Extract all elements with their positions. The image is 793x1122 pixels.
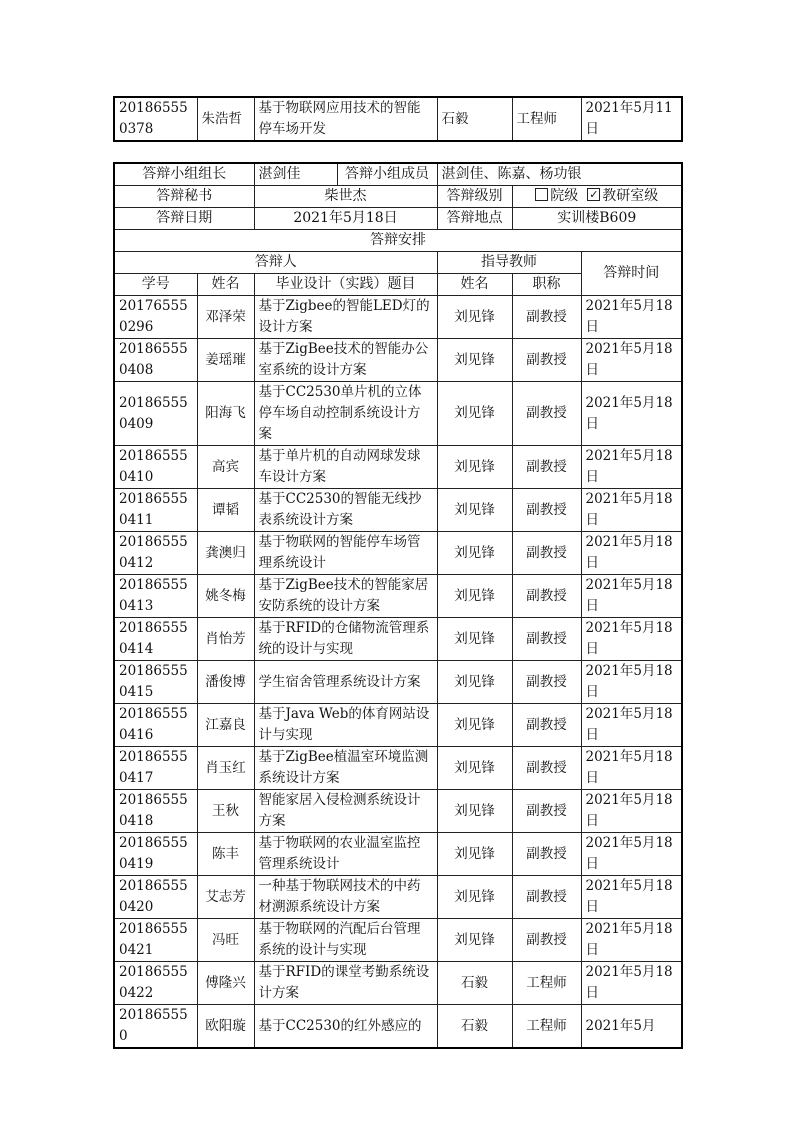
leader-value: 湛剑佳	[254, 163, 337, 186]
student-name-cell: 艾志芳	[197, 876, 254, 919]
defense-time-cell: 2021年5月18日	[581, 661, 682, 704]
teacher-title-cell: 副教授	[512, 489, 581, 532]
student-name-cell: 朱浩哲	[197, 97, 254, 141]
project-title-cell: 基于ZigBee植温室环境监测系统设计方案	[254, 747, 437, 790]
table-row	[114, 962, 682, 1005]
defense-time-cell: 2021年5月18日	[581, 532, 682, 575]
table-row	[114, 382, 682, 446]
student-id-cell: 201865550416	[114, 704, 197, 747]
teacher-name-cell: 刘见锋	[437, 790, 512, 833]
student-id-cell: 201865550409	[114, 382, 197, 446]
project-title-cell: 基于物联网的智能停车场管理系统设计	[254, 532, 437, 575]
student-id-cell: 201865550419	[114, 833, 197, 876]
defense-time-cell: 2021年5月18日	[581, 747, 682, 790]
defense-time-cell: 2021年5月18日	[581, 833, 682, 876]
student-id-cell: 201865550408	[114, 339, 197, 382]
table-row	[114, 532, 682, 575]
project-title-cell: 基于物联网的农业温室监控管理系统设计	[254, 833, 437, 876]
defense-time-cell: 2021年5月18日	[581, 339, 682, 382]
student-name-cell: 江嘉良	[197, 704, 254, 747]
student-id-cell: 201865550422	[114, 962, 197, 1005]
members-label: 答辩小组成员	[337, 163, 437, 186]
teacher-name-cell: 刘见锋	[437, 919, 512, 962]
advisor-header: 指导教师	[437, 252, 581, 274]
defense-time-cell: 2021年5月18日	[581, 382, 682, 446]
project-title-cell: 学生宿舍管理系统设计方案	[254, 661, 437, 704]
project-title-cell: 基于Java Web的体育网站设计与实现	[254, 704, 437, 747]
student-id-cell: 201865550415	[114, 661, 197, 704]
teacher-name-cell: 刘见锋	[437, 661, 512, 704]
project-title-cell: 基于CC2530单片机的立体停车场自动控制系统设计方案	[254, 382, 437, 446]
committee-row	[114, 163, 682, 186]
table-row	[114, 575, 682, 618]
student-id-cell: 201865550413	[114, 575, 197, 618]
student-name-cell: 阳海飞	[197, 382, 254, 446]
teacher-title-cell: 副教授	[512, 661, 581, 704]
student-name-cell: 谭韬	[197, 489, 254, 532]
student-name-cell: 邓泽荣	[197, 296, 254, 339]
student-name-cell: 龚澳归	[197, 532, 254, 575]
student-name-cell: 潘俊博	[197, 661, 254, 704]
teacher-title-cell: 工程师	[512, 1005, 581, 1049]
project-title-cell: 智能家居入侵检测系统设计方案	[254, 790, 437, 833]
teacher-title-cell: 副教授	[512, 618, 581, 661]
place-label: 答辩地点	[437, 208, 512, 230]
date-row	[114, 208, 682, 230]
student-name-cell: 陈丰	[197, 833, 254, 876]
teacher-name-cell: 刘见锋	[437, 876, 512, 919]
teacher-title-cell: 副教授	[512, 296, 581, 339]
teacher-name-cell: 刘见锋	[437, 489, 512, 532]
defense-time-cell: 2021年5月18日	[581, 919, 682, 962]
project-title-cell: 一种基于物联网技术的中药材溯源系统设计方案	[254, 876, 437, 919]
teacher-name-cell: 石毅	[437, 962, 512, 1005]
teacher-name-header: 姓名	[437, 274, 512, 296]
arrangement-title-row	[114, 230, 682, 252]
secretary-value: 柴世杰	[254, 186, 437, 208]
teacher-title-cell: 副教授	[512, 704, 581, 747]
members-value: 湛剑佳、陈嘉、杨功银	[437, 163, 682, 186]
student-id-cell: 201865550410	[114, 446, 197, 489]
teacher-title-cell: 副教授	[512, 919, 581, 962]
student-name-cell: 王秋	[197, 790, 254, 833]
teacher-title-cell: 副教授	[512, 790, 581, 833]
defense-time-cell: 2021年5月18日	[581, 618, 682, 661]
project-title-cell: 基于ZigBee技术的智能办公室系统的设计方案	[254, 339, 437, 382]
student-id-cell: 201865550420	[114, 876, 197, 919]
teacher-name-cell: 石毅	[437, 1005, 512, 1049]
header-row-1	[114, 252, 682, 274]
leader-label: 答辩小组组长	[114, 163, 254, 186]
teacher-title-header: 职称	[512, 274, 581, 296]
defense-time-cell: 2021年5月18日	[581, 876, 682, 919]
defense-time-cell: 2021年5月18日	[581, 296, 682, 339]
table-row	[114, 833, 682, 876]
table-row	[114, 747, 682, 790]
student-name-cell: 肖怡芳	[197, 618, 254, 661]
table-row	[114, 1005, 682, 1049]
date-label: 答辩日期	[114, 208, 254, 230]
student-id-cell: 201865550418	[114, 790, 197, 833]
date-value: 2021年5月18日	[254, 208, 437, 230]
project-title-cell: 基于CC2530的智能无线抄表系统设计方案	[254, 489, 437, 532]
teacher-title-cell: 工程师	[512, 962, 581, 1005]
student-name-cell: 傅隆兴	[197, 962, 254, 1005]
teacher-title-cell: 副教授	[512, 446, 581, 489]
project-title-cell: 基于物联网的汽配后台管理系统的设计与实现	[254, 919, 437, 962]
place-value: 实训楼B609	[512, 208, 682, 230]
defense-time-cell: 2021年5月18日	[581, 575, 682, 618]
teacher-name-cell: 刘见锋	[437, 833, 512, 876]
teacher-title-cell: 副教授	[512, 339, 581, 382]
teacher-name-cell: 刘见锋	[437, 382, 512, 446]
table-row	[114, 339, 682, 382]
teacher-title-cell: 工程师	[512, 97, 581, 141]
table-row	[114, 919, 682, 962]
student-id-cell: 201765550296	[114, 296, 197, 339]
table-row	[114, 661, 682, 704]
level-label: 答辩级别	[437, 186, 512, 208]
teacher-name-cell: 刘见锋	[437, 296, 512, 339]
defender-header: 答辩人	[114, 252, 437, 274]
table-row	[114, 618, 682, 661]
project-title-cell: 基于RFID的课堂考勤系统设计方案	[254, 962, 437, 1005]
teacher-name-cell: 刘见锋	[437, 575, 512, 618]
table-row	[114, 97, 682, 141]
teacher-name-cell: 刘见锋	[437, 704, 512, 747]
defense-time-cell: 2021年5月18日	[581, 489, 682, 532]
table-row	[114, 489, 682, 532]
title-header: 毕业设计（实践）题目	[254, 274, 437, 296]
student-name-cell: 高宾	[197, 446, 254, 489]
project-title-cell: 基于ZigBee技术的智能家居安防系统的设计方案	[254, 575, 437, 618]
previous-page-table	[113, 96, 683, 142]
project-title-cell: 基于单片机的自动网球发球车设计方案	[254, 446, 437, 489]
teacher-title-cell: 副教授	[512, 747, 581, 790]
time-header: 答辩时间	[581, 252, 682, 296]
department-level-label: 教研室级	[602, 188, 659, 204]
project-title-cell: 基于物联网应用技术的智能停车场开发	[254, 97, 437, 141]
student-name-cell: 欧阳璇	[197, 1005, 254, 1049]
student-id-cell: 201865550417	[114, 747, 197, 790]
defense-time-cell: 2021年5月18日	[581, 790, 682, 833]
defense-time-cell: 2021年5月	[581, 1005, 682, 1049]
name-header: 姓名	[197, 274, 254, 296]
student-id-cell: 201865550414	[114, 618, 197, 661]
defense-arrangement-table	[113, 162, 683, 1049]
student-name-cell: 肖玉红	[197, 747, 254, 790]
table-row	[114, 446, 682, 489]
defense-time-cell: 2021年5月18日	[581, 446, 682, 489]
teacher-title-cell: 副教授	[512, 833, 581, 876]
defense-time-cell: 2021年5月18日	[581, 704, 682, 747]
teacher-name-cell: 刘见锋	[437, 339, 512, 382]
arrangement-title: 答辩安排	[114, 230, 682, 252]
student-id-header: 学号	[114, 274, 197, 296]
project-title-cell: 基于Zigbee的智能LED灯的设计方案	[254, 296, 437, 339]
secretary-row	[114, 186, 682, 208]
student-name-cell: 冯旺	[197, 919, 254, 962]
defense-time-cell: 2021年5月11日	[581, 97, 682, 141]
teacher-name-cell: 刘见锋	[437, 532, 512, 575]
teacher-title-cell: 副教授	[512, 382, 581, 446]
project-title-cell: 基于RFID的仓储物流管理系统的设计与实现	[254, 618, 437, 661]
table-row	[114, 704, 682, 747]
student-id-cell: 201865550421	[114, 919, 197, 962]
student-name-cell: 姜瑶璀	[197, 339, 254, 382]
student-id-cell: 201865550411	[114, 489, 197, 532]
project-title-cell: 基于CC2530的红外感应的	[254, 1005, 437, 1049]
student-id-cell: 201865550378	[114, 97, 197, 141]
level-options	[512, 186, 682, 208]
defense-time-cell: 2021年5月18日	[581, 962, 682, 1005]
student-id-cell: 201865550412	[114, 532, 197, 575]
table-row	[114, 296, 682, 339]
teacher-title-cell: 副教授	[512, 532, 581, 575]
teacher-title-cell: 副教授	[512, 575, 581, 618]
defense-rows	[114, 296, 682, 1049]
teacher-name-cell: 刘见锋	[437, 747, 512, 790]
student-name-cell: 姚冬梅	[197, 575, 254, 618]
teacher-name-cell: 刘见锋	[437, 618, 512, 661]
teacher-name-cell: 刘见锋	[437, 446, 512, 489]
college-level-label: 院级	[550, 188, 579, 204]
college-level-checkbox[interactable]	[535, 188, 548, 201]
teacher-name-cell: 石毅	[437, 97, 512, 141]
department-level-checkbox[interactable]	[587, 188, 600, 201]
table-row	[114, 790, 682, 833]
secretary-label: 答辩秘书	[114, 186, 254, 208]
teacher-title-cell: 副教授	[512, 876, 581, 919]
student-id-cell: 201865550	[114, 1005, 197, 1049]
table-row	[114, 876, 682, 919]
